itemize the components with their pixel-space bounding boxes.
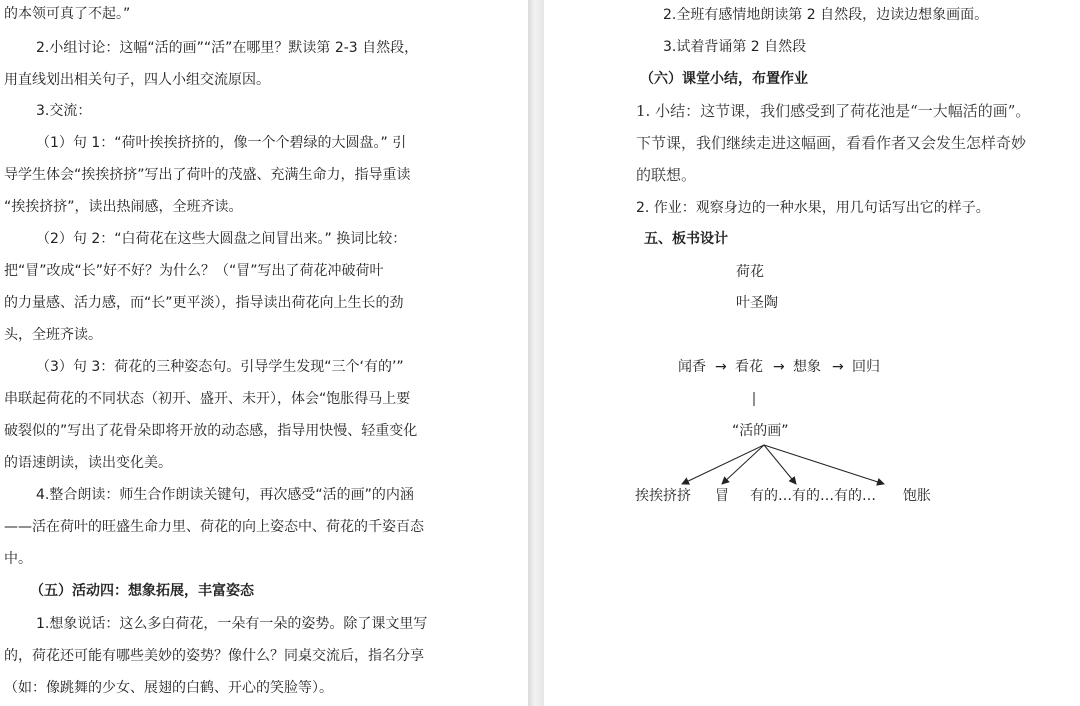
paragraph-line: 头，全班齐读。	[4, 327, 102, 343]
paragraph-line: 的，荷花还可能有哪些美妙的姿势？像什么？同桌交流后，指名分享	[4, 648, 424, 664]
flow-step: 闻香	[678, 359, 706, 375]
paragraph-line: ——活在荷叶的旺盛生命力里、荷花的向上姿态中、荷花的千姿百态	[4, 519, 424, 535]
board-title: 荷花	[736, 264, 764, 280]
section-heading: （五）活动四：想象拓展，丰富姿态	[30, 583, 254, 599]
paragraph-line: 4.整合朗读：师生合作朗读关键句，再次感受“活的画”的内涵	[36, 487, 414, 503]
branch-label: 冒	[715, 488, 729, 504]
paragraph-line: 破裂似的”写出了花骨朵即将开放的动态感，指导用快慢、轻重变化	[4, 423, 418, 439]
branch-arrow	[682, 445, 764, 484]
branch-label: 饱胀	[903, 488, 931, 504]
paragraph-line: 的本领可真了不起。”	[4, 6, 131, 22]
paragraph-line: 的力量感、活力感，而“长”更平淡），指导读出荷花向上生长的劲	[4, 295, 404, 311]
paragraph-line: （1）句 1：“荷叶挨挨挤挤的，像一个个碧绿的大圆盘。” 引	[36, 135, 407, 151]
paragraph-line: （如：像跳舞的少女、展翅的白鹤、开心的笑脸等）。	[4, 680, 333, 696]
branch-arrow	[722, 445, 764, 484]
paragraph-line: 的语速朗读，读出变化美。	[4, 455, 172, 471]
paragraph-line: “挨挨挤挤”，读出热闹感，全班齐读。	[4, 199, 243, 215]
section-heading: 五、板书设计	[644, 231, 728, 247]
flow-step: 想象	[793, 359, 821, 375]
branch-label: 挨挨挤挤	[635, 488, 691, 504]
paragraph-line: 2. 作业：观察身边的一种水果，用几句话写出它的样子。	[636, 200, 990, 216]
board-author: 叶圣陶	[736, 295, 778, 311]
paragraph-line: 2.全班有感情地朗读第 2 自然段，边读边想象画面。	[663, 7, 989, 23]
branch-arrow	[764, 445, 884, 484]
paragraph-line: 1. 小结：这节课，我们感受到了荷花池是“一大幅活的画”。	[636, 102, 1031, 120]
flow-arrow: →	[832, 359, 844, 375]
flow-step: 看花	[735, 359, 763, 375]
paragraph-line: 把“冒”改成“长”好不好？为什么？（“冒”写出了荷花冲破荷叶	[4, 263, 384, 279]
paragraph-line: 串联起荷花的不同状态（初开、盛开、未开），体会“饱胀得马上要	[4, 391, 411, 407]
paragraph-line: （2）句 2：“白荷花在这些大圆盘之间冒出来。” 换词比较：	[36, 231, 407, 247]
flow-arrow: →	[715, 359, 727, 375]
right-page	[544, 0, 1080, 706]
paragraph-line: 3.试着背诵第 2 自然段	[663, 39, 807, 55]
paragraph-line: 下节课，我们继续走进这幅画，看看作者又会发生怎样奇妙	[636, 134, 1027, 152]
paragraph-line: 导学生体会“挨挨挤挤”写出了荷叶的茂盛、充满生命力，指导重读	[4, 167, 411, 183]
board-diagram-lines	[544, 0, 1080, 706]
paragraph-line: 用直线划出相关句子，四人小组交流原因。	[4, 72, 270, 88]
page-gutter	[528, 0, 544, 706]
paragraph-line: （3）句 3：荷花的三种姿态句。引导学生发现“三个‘有的’”	[36, 359, 404, 375]
board-center: “活的画”	[732, 423, 789, 439]
paragraph-line: 2.小组讨论：这幅“活的画”“活”在哪里？默读第 2-3 自然段，	[36, 40, 419, 56]
paragraph-line: 中。	[4, 551, 32, 567]
paragraph-line: 的联想。	[636, 166, 697, 184]
branch-arrow	[764, 445, 796, 484]
flow-step: 回归	[852, 359, 880, 375]
paragraph-line: 1.想象说话：这么多白荷花，一朵有一朵的姿势。除了课文里写	[36, 616, 428, 632]
flow-arrow: →	[773, 359, 785, 375]
left-page	[0, 0, 528, 706]
branch-label: 有的…有的…有的…	[750, 488, 876, 504]
paragraph-line: 3.交流：	[36, 103, 92, 119]
section-heading: （六）课堂小结，布置作业	[640, 71, 808, 87]
